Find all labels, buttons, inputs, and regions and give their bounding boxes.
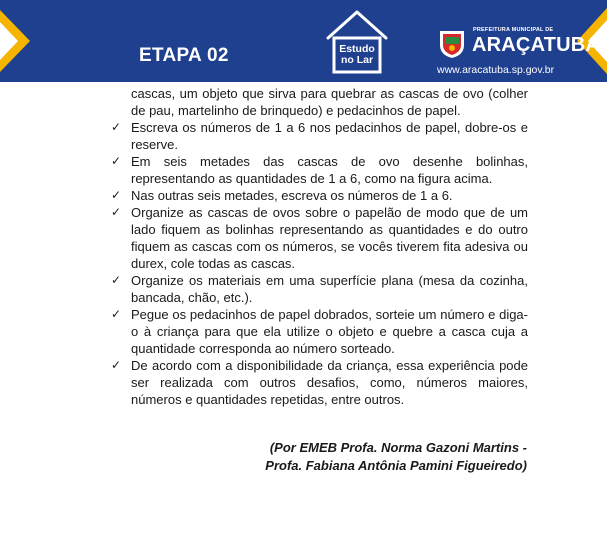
study-at-home-badge xyxy=(324,44,390,66)
list-item-text: Em seis metades das cascas de ovo desenhe bolinhas, representando as quantidades de 1 a 6, como na figura acima. xyxy=(131,154,528,186)
list-item-text: Nas outras seis metades, escreva os números de 1 a 6. xyxy=(131,188,453,203)
check-icon: ✓ xyxy=(111,273,122,287)
instructions-list xyxy=(111,85,528,408)
list-item xyxy=(111,357,528,408)
list-item xyxy=(111,204,528,272)
list-item xyxy=(111,119,528,153)
continuation-text: cascas, um objeto que sirva para quebrar as cascas de ovo (colher de pau, martelinho de brinquedo) e pedacinhos de papel. xyxy=(131,86,528,118)
prefecture-label: PREFEITURA MUNICIPAL DE xyxy=(473,27,554,33)
list-item xyxy=(111,153,528,187)
city-crest-icon xyxy=(436,27,468,59)
badge-line-1: Estudo xyxy=(339,43,375,55)
check-icon: ✓ xyxy=(111,205,122,219)
list-item xyxy=(111,306,528,357)
stage-title: ETAPA 02 xyxy=(139,45,229,66)
check-icon: ✓ xyxy=(111,307,122,321)
credit-line-1: (Por EMEB Profa. Norma Gazoni Martins - xyxy=(269,440,527,455)
badge-line-2: no Lar xyxy=(340,54,374,66)
author-credit xyxy=(200,439,527,475)
left-corner-decoration xyxy=(0,0,40,82)
list-item-text: Escreva os números de 1 a 6 nos pedacinhos de papel, dobre-os e reserve. xyxy=(131,120,528,152)
list-item xyxy=(111,187,528,204)
check-icon: ✓ xyxy=(111,154,122,168)
list-item-text: De acordo com a disponibilidade da criança, essa experiência pode ser realizada com outros desafios, como, números maiores, números e quantidades repetidas, entre outros. xyxy=(131,358,528,407)
list-item xyxy=(111,272,528,306)
credit-line-2: Profa. Fabiana Antônia Pamini Figueiredo) xyxy=(265,458,527,473)
list-item-text: Organize as cascas de ovos sobre o papelão de modo que de um lado fiquem as bolinhas representando as quantidades e do outro fiquem as cascas com os números, se vocês tiverem fita adesiva ou durex, cole todas as cascas. xyxy=(131,205,528,271)
website-link[interactable]: www.aracatuba.sp.gov.br xyxy=(437,64,555,76)
check-icon: ✓ xyxy=(111,358,122,372)
check-icon: ✓ xyxy=(111,120,122,134)
list-item-text: Pegue os pedacinhos de papel dobrados, sorteie um número e diga-o à criança para que ela utilize o objeto e quebre a casca cuja a quantidade corresponda ao número sorteado. xyxy=(131,307,528,356)
check-icon: ✓ xyxy=(111,188,122,202)
list-item-text: Organize os materiais em uma superfície plana (mesa da cozinha, bancada, chão, etc.). xyxy=(131,273,528,305)
city-name: ARAÇATUBA xyxy=(472,34,601,56)
